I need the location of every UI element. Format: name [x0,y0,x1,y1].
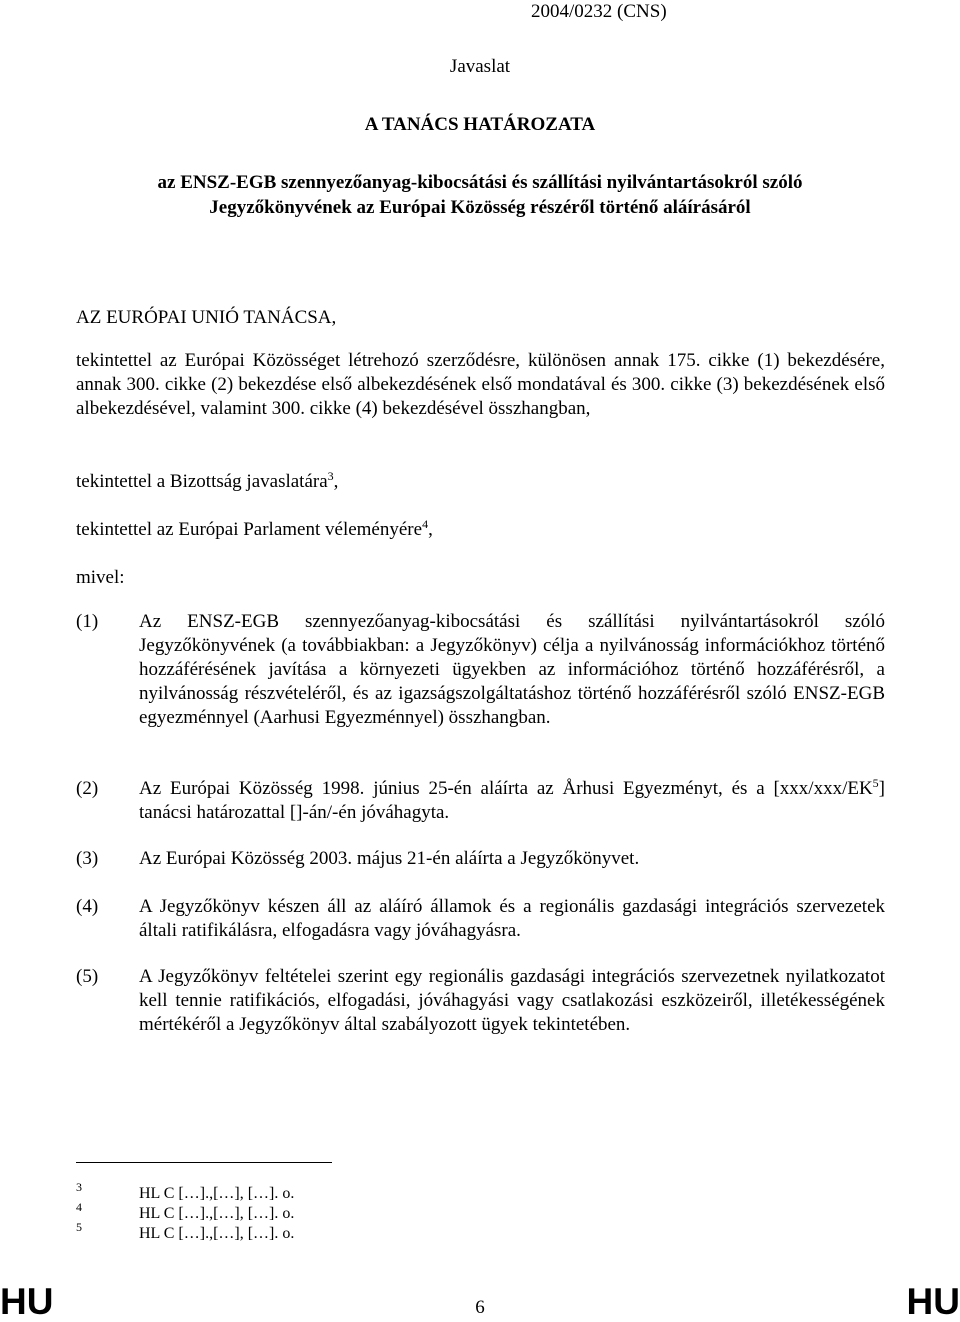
citation-parliament-text: tekintettel az Európai Parlament véleményére [76,519,423,540]
page-number: 6 [475,1297,485,1318]
recital-text: Az Európai Közösség 2003. május 21-én aláírta a Jegyzőkönyvet. [139,848,640,869]
decision-subject [0,170,960,220]
recital-text-after: ] tanácsi határozattal []-án/-én jóváhagyta. [139,778,885,823]
recital-number: (2) [76,778,99,799]
footnote-number: 4 [76,1200,82,1214]
recital-1 [76,610,885,730]
proposal-label: Javaslat [449,56,511,77]
recital-number: (1) [76,611,99,632]
decision-title: A TANÁCS HATÁROZATA [364,114,596,135]
footnote-5 [76,1220,676,1244]
footnote-4 [76,1200,676,1224]
footnote-ref-5: 5 [872,776,879,790]
footnote-ref-4: 4 [422,517,429,531]
recital-4 [76,895,885,943]
footnote-separator [76,1162,332,1163]
recital-3 [76,847,885,871]
citation-commission [76,470,885,494]
citation-parliament [76,518,885,542]
citation-commission-text: tekintettel a Bizottság javaslatára [76,471,328,492]
council-heading: AZ EURÓPAI UNIÓ TANÁCSA, [76,307,337,328]
recital-number: (4) [76,896,99,917]
language-code-right: HU [906,1281,960,1322]
recital-5 [76,965,885,1037]
whereas-label: mivel: [76,567,125,588]
citation-commission-end: , [333,471,339,492]
footnote-text: HL C […].,[…], […]. o. [139,1225,295,1242]
footnote-3 [76,1180,676,1204]
recital-text: A Jegyzőkönyv készen áll az aláíró államok és a regionális gazdasági integrációs szervezetek általi ratifikálásra, elfogadásra vagy jóváhagyásra. [139,896,885,941]
recital-2 [76,777,885,825]
subject-line-1: az ENSZ-EGB szennyezőanyag-kibocsátási és szállítási nyilvántartásokról szóló [157,172,803,193]
citation-treaty: tekintettel az Európai Közösséget létrehozó szerződésre, különösen annak 175. cikke (1) bekezdésére, annak 300. cikke (2) bekezdése első albekezdésének első mondatával és 300. cikke (3) bekezdésének első albekezdésével, valamint 300. cikke (4) bekezdésével összhangban, [76,350,885,419]
recital-text [139,777,885,825]
recital-text: Az ENSZ-EGB szennyezőanyag-kibocsátási és szállítási nyilvántartásokról szóló Jegyzőkönyvének (a továbbiakban: a Jegyzőkönyv) célja a nyilvánosság információkhoz történő hozzáférésének javítása a környezeti ügyekben az információhoz történő hozzáférésről, a nyilvánosság részvételéről, és az igazságszolgáltatáshoz történő hozzáférésről szóló ENSZ-EGB egyezménnyel (Aarhusi Egyezménnyel) összhangban. [139,611,885,728]
footnote-number: 3 [76,1180,82,1194]
recital-text-before: Az Európai Közösség 1998. június 25-én aláírta az Århusi Egyezményt, és a [xxx/xxx/EK [139,778,873,799]
footnote-text: HL C […].,[…], […]. o. [139,1205,295,1222]
footnote-number: 5 [76,1220,82,1234]
footnote-text: HL C […].,[…], […]. o. [139,1185,295,1202]
recital-text: A Jegyzőkönyv feltételei szerint egy regionális gazdasági integrációs szervezetnek nyilatkozatot kell tennie ratifikációs, elfogadási, jóváhagyási vagy csatlakozási eszközeiről, illetékességének mértékéről a Jegyzőkönyv által szabályozott ügyek tekintetében. [139,966,885,1035]
document-reference: 2004/0232 (CNS) [531,1,667,22]
recital-number: (3) [76,848,99,869]
footnote-ref-3: 3 [327,469,334,483]
recital-number: (5) [76,966,99,987]
citation-parliament-end: , [428,519,433,540]
language-code-left: HU [0,1281,54,1322]
subject-line-2: Jegyzőkönyvének az Európai Közösség részéről történő aláírásáról [209,197,751,218]
